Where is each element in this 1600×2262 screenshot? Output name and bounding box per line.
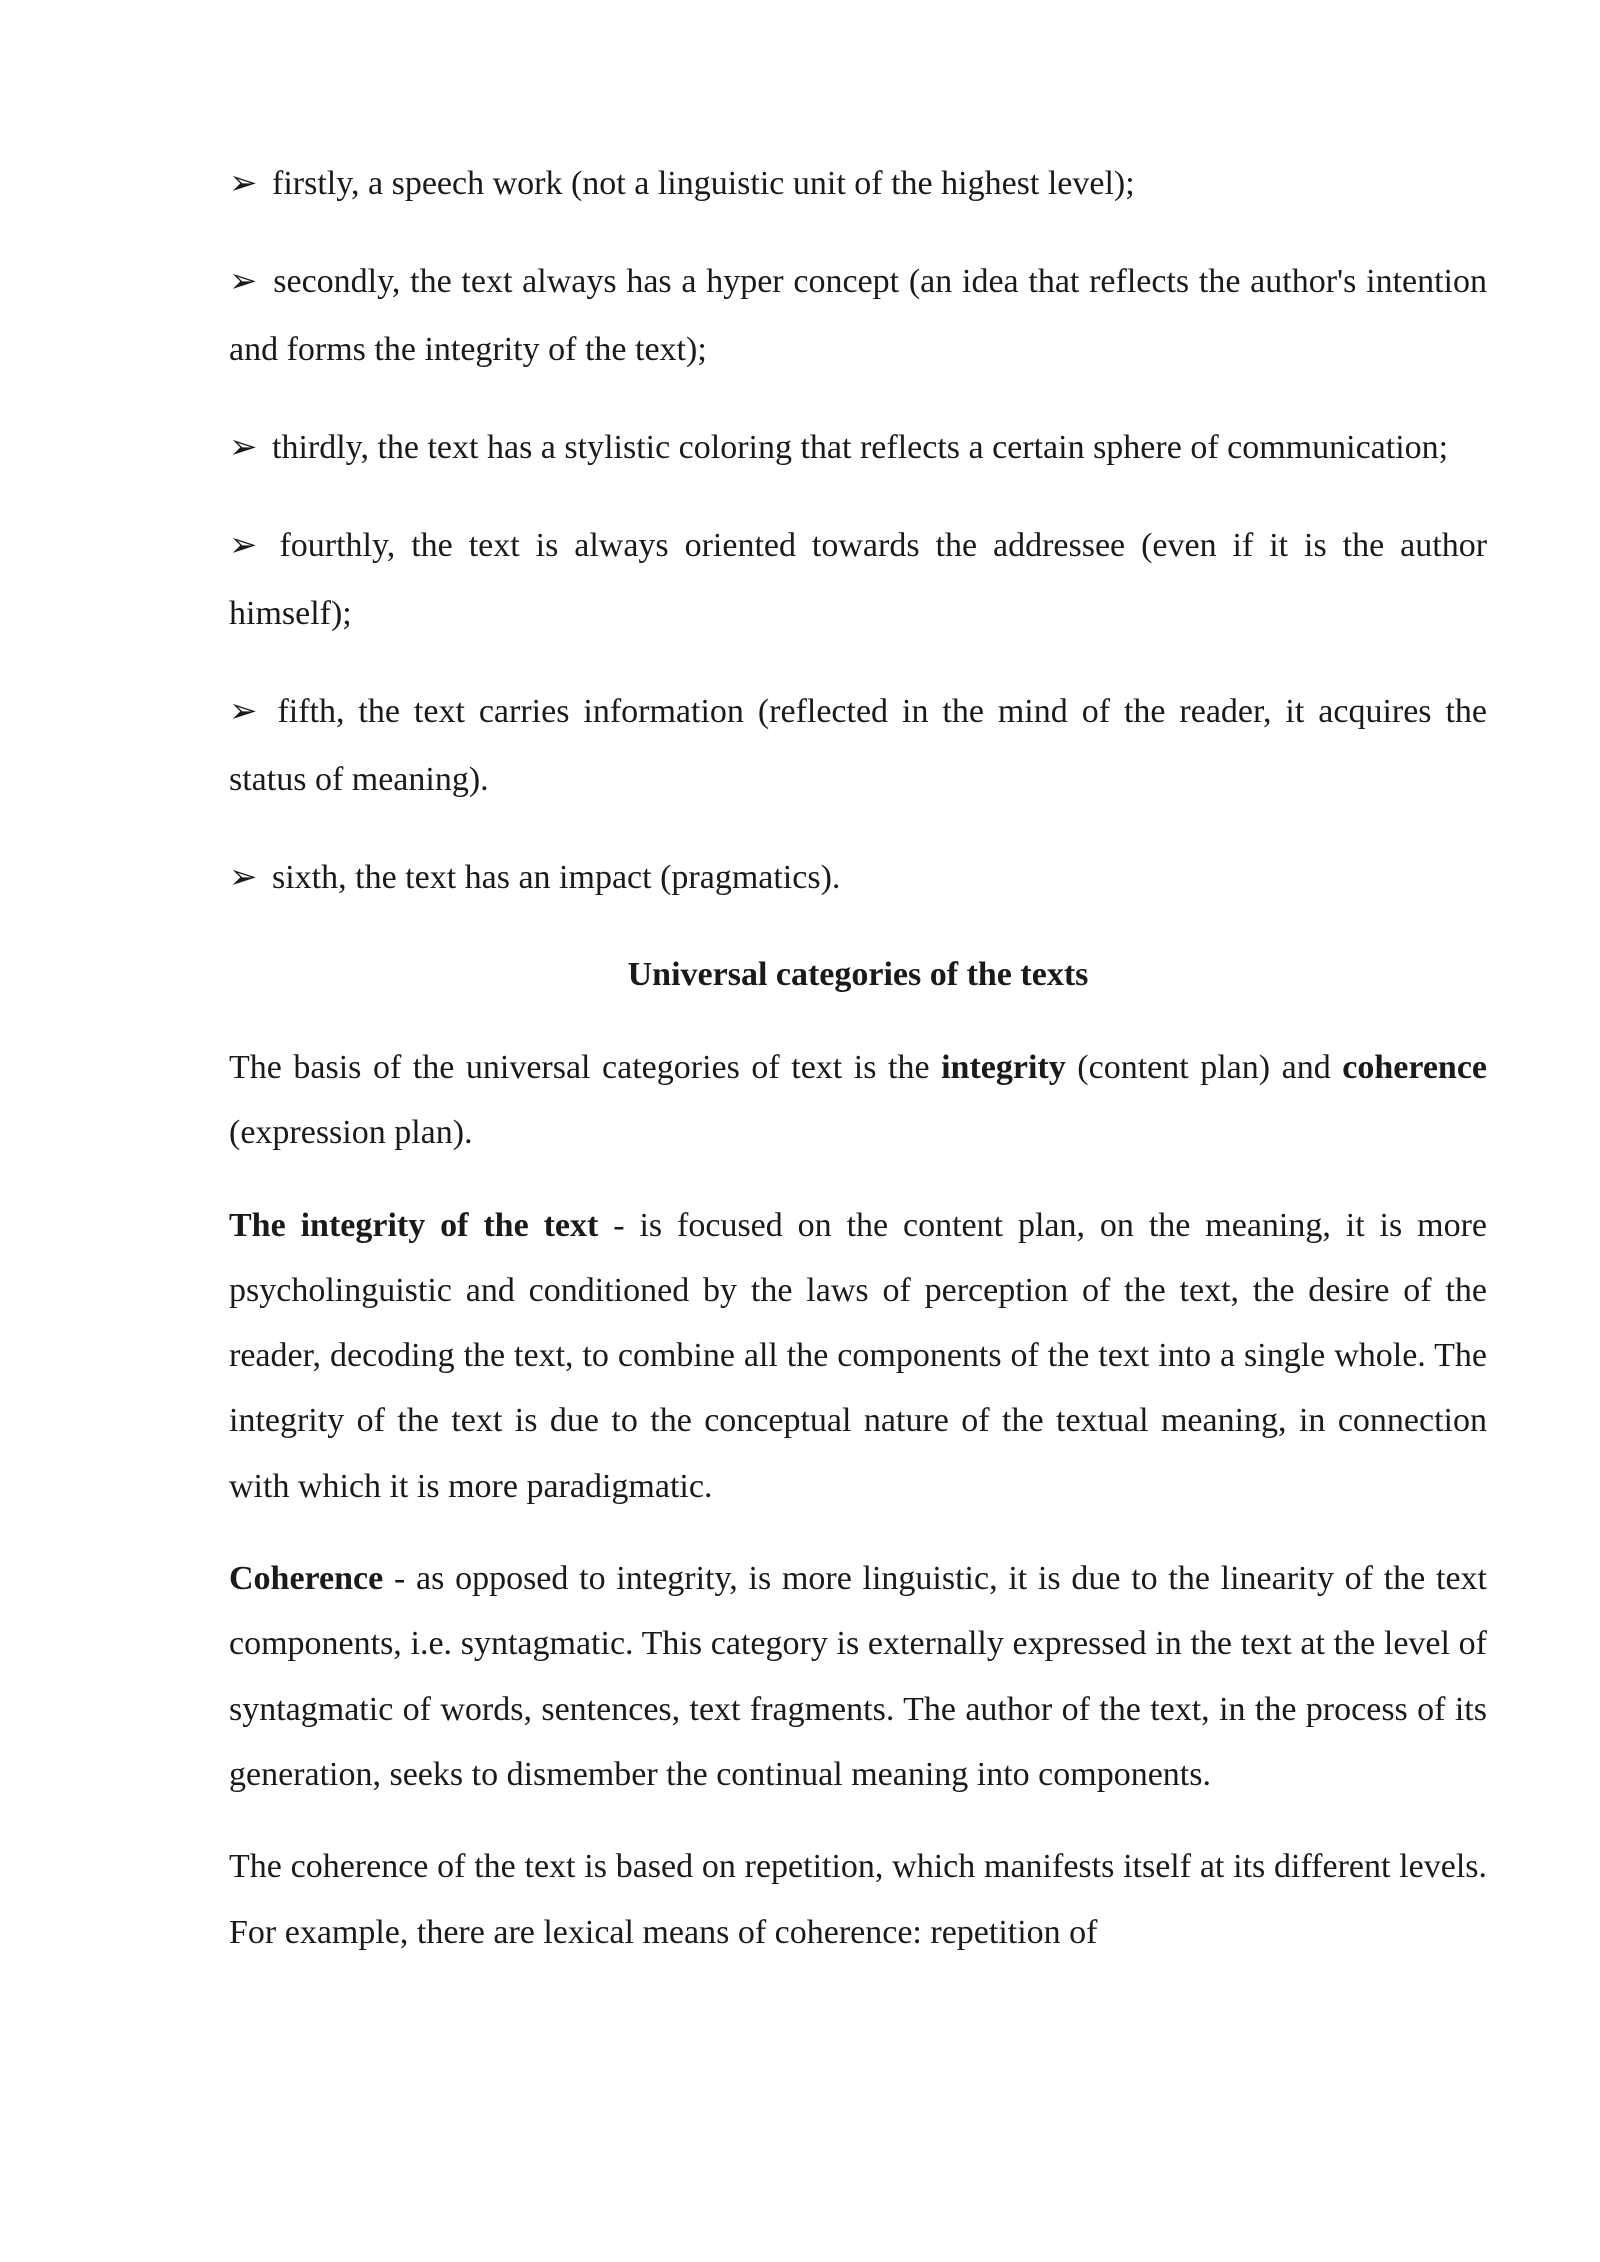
bold-term-coherence: Coherence xyxy=(229,1560,384,1598)
bullet-text: fourthly, the text is always oriented towards the addressee (even if it is the author himself); xyxy=(229,527,1488,632)
arrow-bullet-icon: ➢ xyxy=(229,429,258,466)
bold-term-integrity-of-text: The integrity of the text xyxy=(229,1206,599,1244)
arrow-bullet-icon: ➢ xyxy=(229,165,258,202)
bullet-text: firstly, a speech work (not a linguistic unit of the highest level); xyxy=(272,165,1135,202)
bullet-text: secondly, the text always has a hyper concept (an idea that reflects the author's intention and forms the integrity of the text); xyxy=(229,263,1488,368)
paragraph-text: - is focused on the content plan, on the meaning, it is more psycholinguistic and conditioned by the laws of perception of the text, the desire of the reader, decoding the text, to combine all the components of the text into a single whole. The integrity of the text is due to the conceptual nature of the textual meaning, in connection with which it is more paradigmatic. xyxy=(229,1206,1487,1505)
bullet-item-6 xyxy=(229,844,1487,912)
arrow-bullet-icon: ➢ xyxy=(229,859,258,896)
section-heading: Universal categories of the texts xyxy=(627,956,1089,993)
paragraph-text: The basis of the universal categories of text is the xyxy=(229,1049,942,1086)
bullet-text: fifth, the text carries information (reflected in the mind of the reader, it acquires the status of meaning). xyxy=(229,693,1488,798)
bullet-item-5 xyxy=(229,678,1487,814)
paragraph-repetition xyxy=(229,1834,1487,1965)
paragraph-text: (expression plan). xyxy=(229,1114,473,1152)
arrow-bullet-icon: ➢ xyxy=(229,263,258,300)
bullet-item-3 xyxy=(229,414,1487,482)
paragraph-basis xyxy=(229,1035,1487,1166)
paragraph-text: - as opposed to integrity, is more linguistic, it is due to the linearity of the text components, i.e. syntagmatic. This category is externally expressed in the text at the level of syntagmatic of words, sentences, text fragments. The author of the text, in the process of its generation, seeks to dismember the continual meaning into components. xyxy=(229,1560,1487,1793)
paragraph-integrity xyxy=(229,1193,1487,1519)
bullet-item-2 xyxy=(229,248,1487,384)
arrow-bullet-icon: ➢ xyxy=(229,527,258,564)
bold-term-integrity: integrity xyxy=(941,1049,1066,1086)
paragraph-text: (content plan) and xyxy=(1065,1049,1343,1086)
paragraph-coherence xyxy=(229,1546,1487,1807)
bold-term-coherence: coherence xyxy=(1342,1049,1487,1086)
bullet-text: thirdly, the text has a stylistic coloring that reflects a certain sphere of communication; xyxy=(272,429,1449,466)
arrow-bullet-icon: ➢ xyxy=(229,693,258,730)
paragraph-text: The coherence of the text is based on repetition, which manifests itself at its different levels. For example, there are lexical means of coherence: repetition of xyxy=(229,1848,1487,1951)
page-content xyxy=(229,150,1487,1992)
bullet-item-4 xyxy=(229,512,1487,648)
bullet-text: sixth, the text has an impact (pragmatics). xyxy=(272,859,841,896)
bullet-item-1 xyxy=(229,150,1487,218)
